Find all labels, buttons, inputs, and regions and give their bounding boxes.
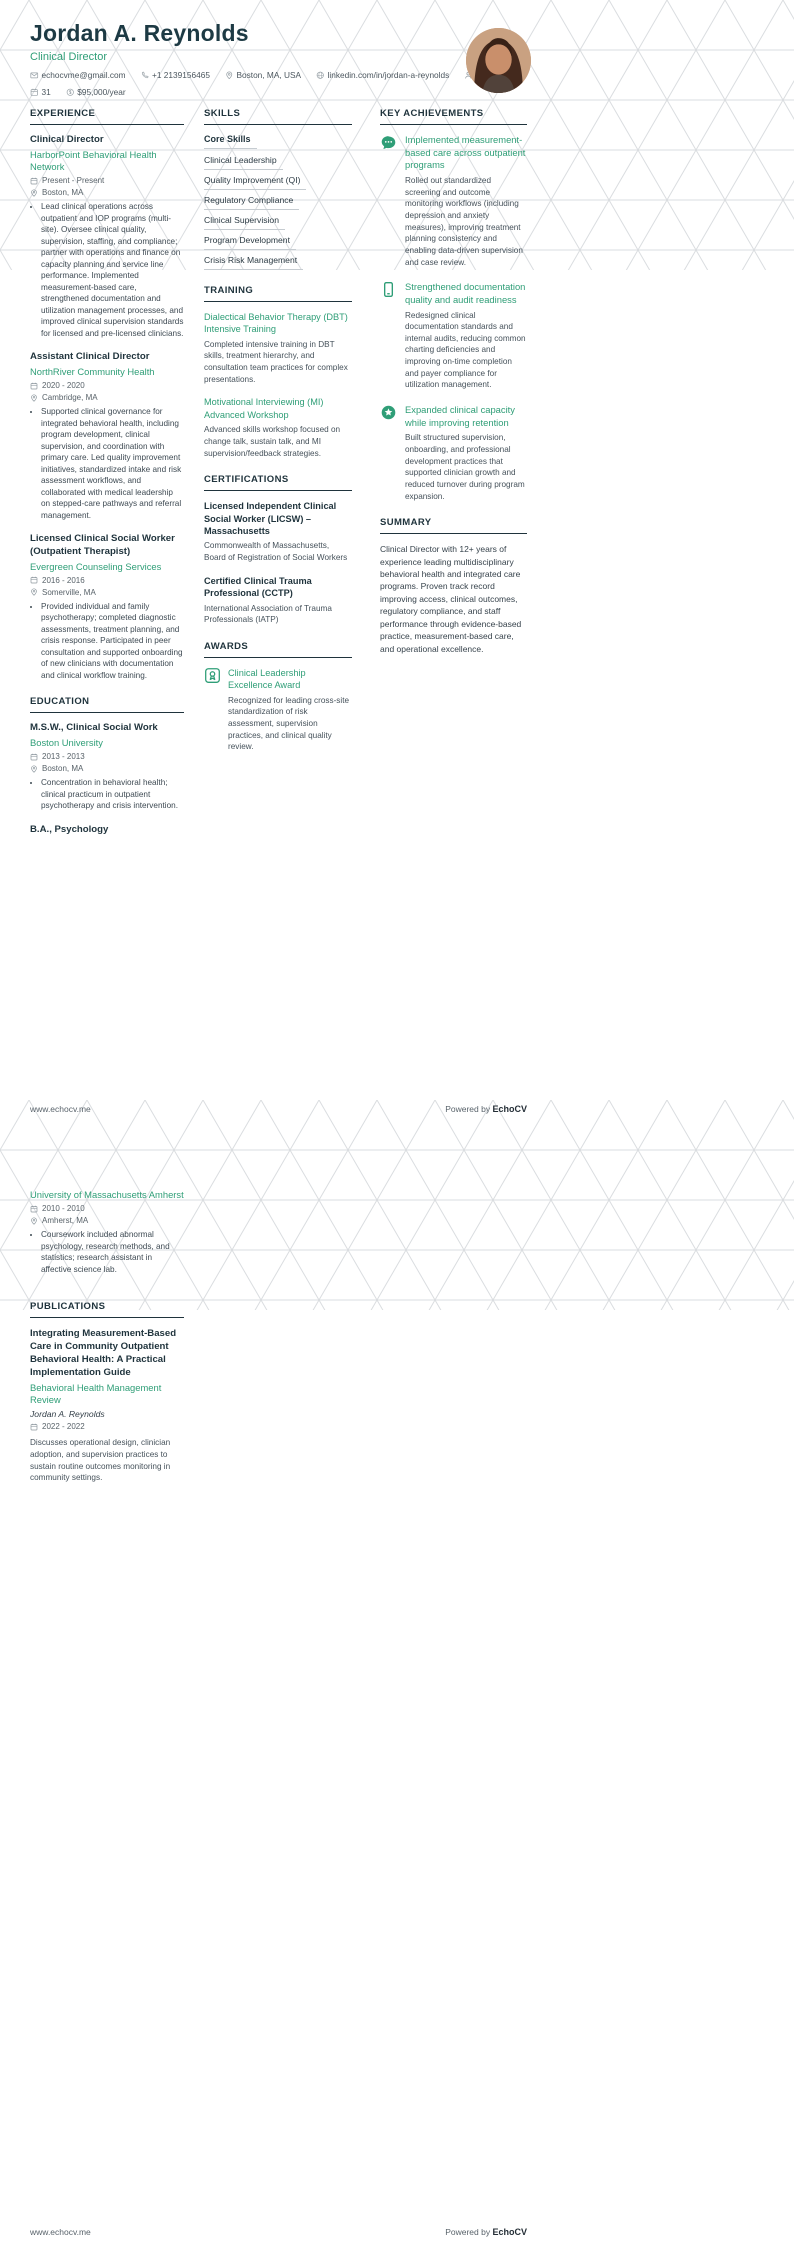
job-dates-value: Present - Present	[42, 176, 105, 186]
achievement-desc: Redesigned clinical documentation standards and internal audits, reducing common charting deficiencies and improving on-time completion and payer compliance for utilization management.	[405, 310, 526, 390]
job-bullets	[30, 406, 184, 521]
education-dates-value: 2013 - 2013	[42, 752, 85, 762]
education-dates	[30, 752, 184, 761]
job-location	[30, 588, 184, 597]
right-column	[380, 108, 527, 670]
education-bullet: • Coursework included abnormal psychology, research methods, and statistics; research assistant in affective science lab.	[41, 1229, 184, 1275]
education-school: Boston University	[30, 736, 103, 748]
page-1-footer	[30, 1104, 527, 1114]
powered-by-label: Powered by	[445, 1104, 491, 1114]
age-contact	[30, 87, 51, 97]
certification-item-1	[204, 500, 352, 564]
education-item-1	[30, 722, 184, 812]
education-item-2-continued	[30, 1189, 184, 1275]
publication-item	[30, 1327, 184, 1484]
skill-item: Regulatory Compliance	[204, 190, 299, 210]
job-bullets	[30, 601, 184, 681]
email-value: echocvme@gmail.com	[41, 70, 126, 80]
experience-heading: EXPERIENCE	[30, 108, 184, 125]
candidate-name: Jordan A. Reynolds	[30, 20, 249, 46]
phone-icon	[141, 71, 150, 80]
candidate-title: Clinical Director	[30, 51, 108, 63]
skill-item: Clinical Supervision	[204, 210, 285, 230]
award-desc: Recognized for leading cross-site standardization of risk assessment, supervision practices, and clinical quality review.	[228, 695, 350, 752]
publication-author: Jordan A. Reynolds	[30, 1409, 105, 1420]
experience-item-2	[30, 351, 184, 521]
location-icon	[30, 765, 38, 773]
skill-item: Quality Improvement (QI)	[204, 170, 306, 190]
skills-heading: SKILLS	[204, 108, 352, 125]
key-achievements-heading: KEY ACHIEVEMENTS	[380, 108, 527, 125]
avatar	[466, 28, 531, 93]
job-location-value: Boston, MA	[42, 188, 84, 198]
achievement-title: Expanded clinical capacity while improving retention	[405, 404, 515, 428]
achievement-item-2	[380, 281, 527, 391]
education-degree-ba: B.A., Psychology	[30, 823, 109, 835]
education-bullets	[30, 1229, 184, 1275]
dollar-circle-icon	[66, 88, 75, 97]
job-bullets	[30, 201, 184, 339]
resume-page-2	[0, 1123, 794, 2246]
achievement-body	[405, 281, 527, 391]
award-name: Clinical Leadership Excellence Award	[228, 667, 306, 691]
location-contact	[225, 70, 301, 80]
certifications-section	[204, 474, 352, 626]
achievement-title: Strengthened documentation quality and audit readiness	[405, 281, 526, 305]
training-desc: Advanced skills workshop focused on change talk, sustain talk, and MI supervision/feedback strategies.	[204, 425, 341, 458]
award-item	[204, 667, 352, 753]
training-desc: Completed intensive training in DBT skills, treatment hierarchy, and consultation team practices for complex presentations.	[204, 339, 348, 384]
email-icon	[30, 71, 39, 80]
education-location	[30, 1216, 184, 1225]
awards-section	[204, 641, 352, 753]
education-degree: M.S.W., Clinical Social Work	[30, 722, 158, 734]
powered-by	[445, 1104, 527, 1114]
job-dates	[30, 176, 184, 185]
education-dates-value: 2010 - 2010	[42, 1204, 85, 1214]
experience-item-1	[30, 134, 184, 339]
skill-item: Clinical Leadership	[204, 150, 283, 170]
calendar-icon	[30, 576, 38, 584]
training-name: Dialectical Behavior Therapy (DBT) Intensive Training	[204, 312, 348, 335]
publications-section	[30, 1301, 184, 1484]
site-link[interactable]: www.echocv.me	[30, 2227, 91, 2237]
education-section	[30, 696, 184, 836]
publications-heading: PUBLICATIONS	[30, 1301, 184, 1318]
job-org: HarborPoint Behavioral Health Network	[30, 148, 157, 173]
skill-item: Program Development	[204, 230, 296, 250]
contact-row-1	[30, 70, 460, 80]
brand-name: EchoCV	[492, 2227, 527, 2237]
certification-issuer: International Association of Trauma Professionals (IATP)	[204, 603, 332, 625]
phone-link[interactable]	[141, 70, 210, 80]
publication-desc: Discusses operational design, clinician adoption, and supervision practices to sustain routine outcomes monitoring in community settings.	[30, 1438, 171, 1483]
summary-text: Clinical Director with 12+ years of experience leading multidisciplinary behavioral health and integrated care programs. Proven track record improving access, clinical outcomes, regulatory compliance, and staff performance through evidence-based practice, measurement-based care, and operational excellence.	[380, 544, 522, 654]
experience-item-3	[30, 533, 184, 681]
publication-title: Integrating Measurement-Based Care in Community Outpatient Behavioral Health: A Practical Implementation Guide	[30, 1328, 177, 1379]
publication-journal: Behavioral Health Management Review	[30, 1381, 162, 1405]
calendar-icon	[30, 382, 38, 390]
calendar-icon	[30, 88, 39, 97]
awards-heading: AWARDS	[204, 641, 352, 658]
job-bullet: • Provided individual and family psychotherapy; completed diagnostic assessments, treatment planning, and crisis response. Participated in peer consultation and supported onboarding of new clinicians with documentation and clinical workflow training.	[41, 601, 184, 681]
job-title: Licensed Clinical Social Worker (Outpatient Therapist)	[30, 533, 175, 557]
powered-by-label: Powered by	[445, 2227, 491, 2237]
summary-section	[380, 517, 527, 655]
certification-item-2	[204, 575, 352, 626]
job-dates	[30, 381, 184, 390]
job-bullet: • Supported clinical governance for integrated behavioral health, including program development, clinical supervision, and coordination with primary care. Led quality improvement initiatives, standardized intake and risk assessment workflows, and collaborated with medical leadership on stepped-care pathways and referral management.	[41, 406, 184, 521]
certification-name: Licensed Independent Clinical Social Worker (LICSW) – Massachusetts	[204, 501, 337, 537]
training-item-1	[204, 311, 352, 385]
site-link[interactable]: www.echocv.me	[30, 1104, 91, 1114]
education-location	[30, 764, 184, 773]
award-icon	[204, 667, 221, 684]
job-dates-value: 2016 - 2016	[42, 575, 85, 585]
publication-dates-value: 2022 - 2022	[42, 1422, 85, 1432]
publication-dates	[30, 1422, 184, 1431]
achievement-item-3	[380, 404, 527, 502]
certifications-heading: CERTIFICATIONS	[204, 474, 352, 491]
training-item-2	[204, 396, 352, 459]
award-body	[228, 667, 352, 753]
location-icon	[30, 588, 38, 596]
calendar-icon	[30, 1205, 38, 1213]
job-org: NorthRiver Community Health	[30, 365, 155, 377]
education-dates	[30, 1204, 184, 1213]
location-value: Boston, MA, USA	[236, 70, 302, 80]
tablet-icon	[380, 281, 397, 298]
education-school: University of Massachusetts Amherst	[30, 1189, 184, 1200]
training-heading: TRAINING	[204, 285, 352, 302]
globe-icon	[316, 71, 325, 80]
powered-by	[445, 2227, 527, 2237]
training-section	[204, 285, 352, 459]
middle-column	[204, 108, 352, 768]
key-achievements-section	[380, 108, 527, 502]
age-value: 31	[41, 87, 51, 97]
salary-contact	[66, 87, 126, 97]
job-title: Clinical Director	[30, 134, 104, 145]
skills-section	[204, 108, 352, 270]
location-icon	[225, 71, 234, 80]
calendar-icon	[30, 1423, 38, 1431]
education-location-value: Amherst, MA	[42, 1216, 89, 1226]
job-location-value: Cambridge, MA	[42, 393, 98, 403]
contact-row-2	[30, 87, 460, 97]
chat-icon	[380, 134, 397, 151]
phone-value: +1 2139156465	[152, 70, 210, 80]
star-circle-icon	[380, 404, 397, 421]
location-icon	[30, 1217, 38, 1225]
training-name: Motivational Interviewing (MI) Advanced Workshop	[204, 397, 324, 420]
certification-issuer: Commonwealth of Massachusetts, Board of Registration of Social Workers	[204, 541, 348, 563]
achievement-desc: Built structured supervision, onboarding, and professional development practices that supported clinician growth and reduced turnover during program expansion.	[405, 433, 525, 501]
job-location	[30, 188, 184, 197]
calendar-icon	[30, 753, 38, 761]
education-location-value: Boston, MA	[42, 764, 84, 774]
skills-group-label: Core Skills	[204, 134, 257, 149]
job-dates-value: 2020 - 2020	[42, 381, 85, 391]
job-title: Assistant Clinical Director	[30, 351, 150, 363]
location-icon	[30, 189, 38, 197]
education-bullet: • Concentration in behavioral health; clinical practicum in outpatient psychotherapy and crisis intervention.	[41, 777, 184, 811]
certification-name: Certified Clinical Trauma Professional (CCTP)	[204, 575, 312, 599]
education-bullets	[30, 777, 184, 811]
linkedin-value: linkedin.com/in/jordan-a-reynolds	[327, 70, 450, 80]
job-location-value: Somerville, MA	[42, 587, 96, 597]
job-bullet: • Lead clinical operations across outpatient and IOP programs (multi-site). Oversee clinical quality, supervision, staffing, and compliance; partner with operations and finance on capacity planning and service line performance. Implemented measurement-based care, strengthened documentation and utilization management processes, and improved clinical supervision standards for licensed and pre-licensed clinicians.	[41, 201, 184, 339]
job-org: Evergreen Counseling Services	[30, 560, 162, 572]
brand-name: EchoCV	[492, 1104, 527, 1114]
email-link[interactable]	[30, 70, 126, 80]
achievement-body	[405, 134, 527, 268]
salary-value: $95,000/year	[77, 87, 126, 97]
left-column-page-2	[30, 1187, 184, 1499]
resume-header	[30, 20, 460, 97]
achievement-body	[405, 404, 527, 502]
summary-heading: SUMMARY	[380, 517, 527, 534]
achievement-desc: Rolled out standardized screening and outcome monitoring workflows (including depression and anxiety measures), improving treatment planning consistency and enabling data-driven supervision and case review.	[405, 176, 523, 267]
achievement-title: Implemented measurement-based care across outpatient programs	[405, 134, 526, 171]
calendar-icon	[30, 177, 38, 185]
education-heading: EDUCATION	[30, 696, 184, 713]
skill-item: Crisis Risk Management	[204, 250, 303, 270]
achievement-item-1	[380, 134, 527, 268]
location-icon	[30, 394, 38, 402]
left-column	[30, 108, 184, 851]
linkedin-link[interactable]	[316, 70, 449, 80]
avatar-illustration	[466, 28, 531, 93]
page-2-footer	[30, 2227, 527, 2237]
experience-section	[30, 108, 184, 681]
job-location	[30, 393, 184, 402]
job-dates	[30, 576, 184, 585]
